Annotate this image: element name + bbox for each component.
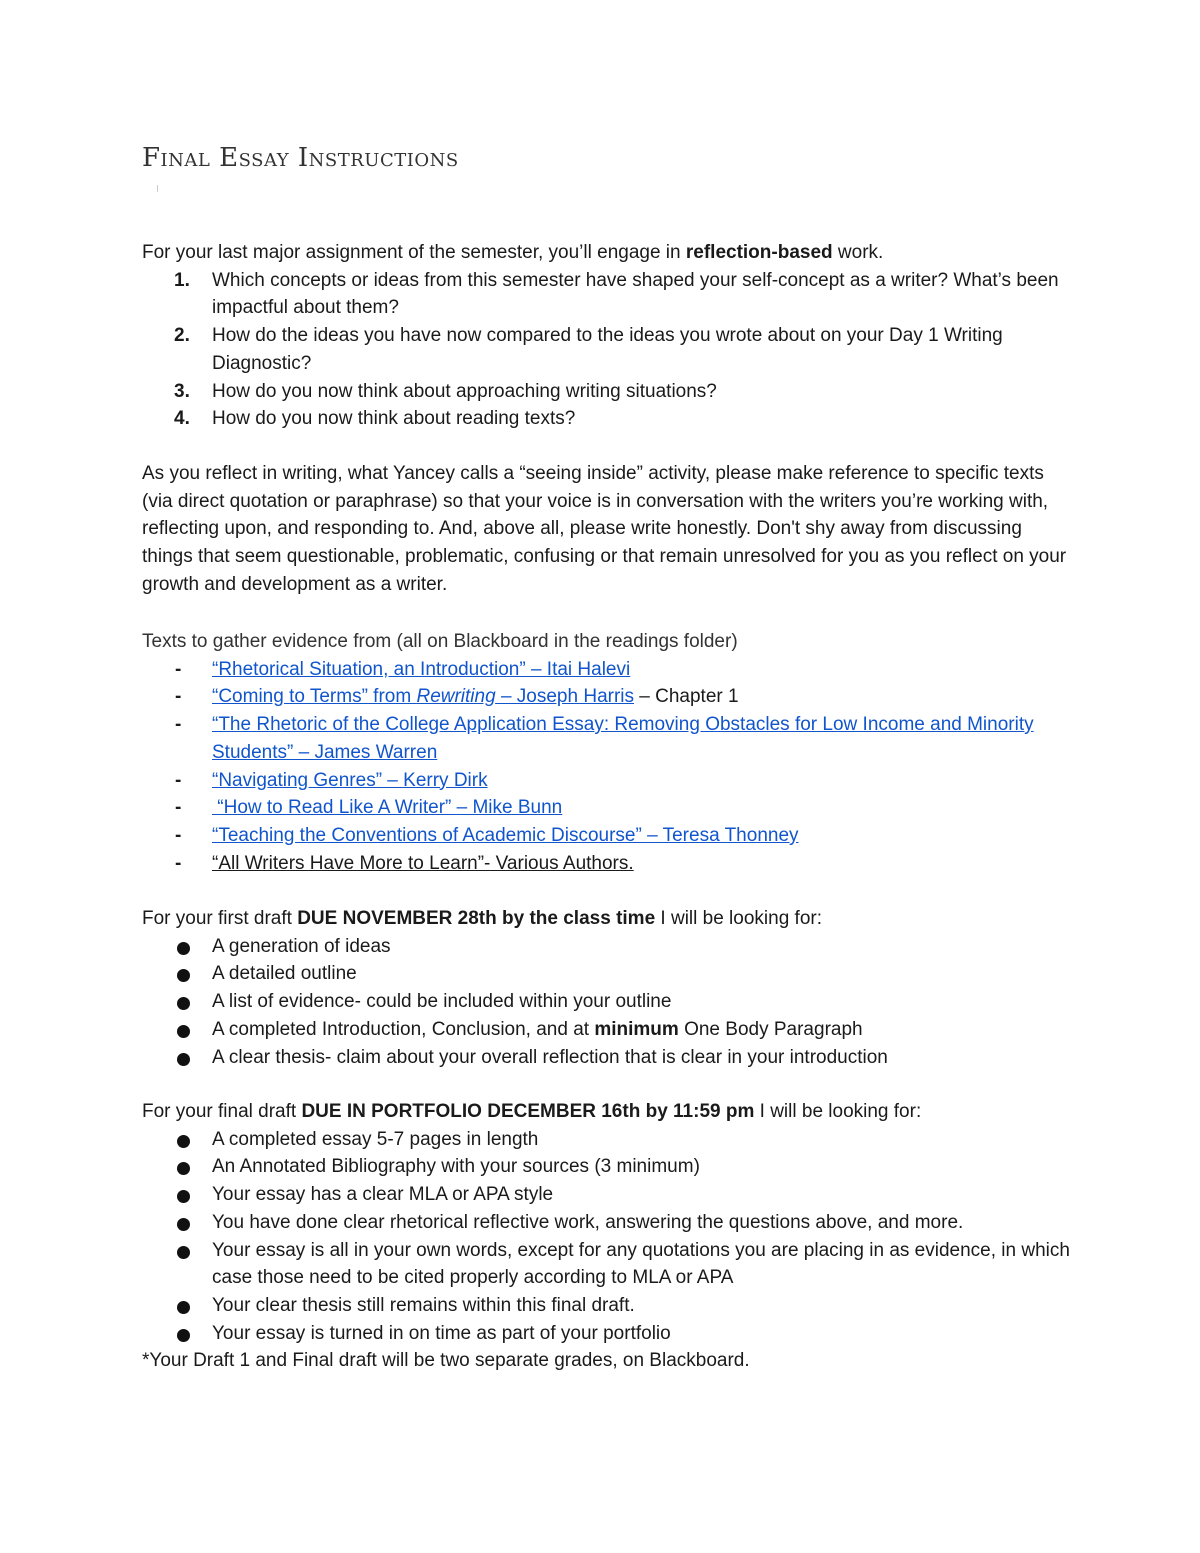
reading-link[interactable]: “Teaching the Conventions of Academic Discourse” – Teresa Thonney bbox=[212, 824, 799, 846]
dash-bullet: - bbox=[175, 824, 182, 846]
final-draft-item-text: Your clear thesis still remains within this final draft. bbox=[212, 1294, 635, 1316]
first-draft-item-text: A detailed outline bbox=[212, 963, 357, 985]
text-item bbox=[142, 794, 1072, 822]
final-draft-item-text: Your essay has a clear MLA or APA style bbox=[212, 1184, 554, 1206]
bullet-dot bbox=[177, 1246, 190, 1259]
first-draft-item bbox=[142, 933, 1072, 961]
intro-line bbox=[142, 239, 1072, 267]
final-draft-item bbox=[142, 1209, 1072, 1237]
final-draft-item bbox=[142, 1153, 1072, 1181]
text-item bbox=[142, 656, 1072, 684]
reflection-section bbox=[142, 460, 1072, 599]
bullet-dot bbox=[177, 1301, 190, 1314]
dash-bullet: - bbox=[175, 852, 182, 874]
final-draft-item bbox=[142, 1237, 1072, 1292]
reading-link[interactable]: “Rhetorical Situation, an Introduction” – Itai Halevi bbox=[212, 658, 631, 680]
page-title: Final Essay Instructions bbox=[142, 143, 459, 173]
dash-bullet: - bbox=[175, 686, 182, 708]
reading-link-italic: Rewriting bbox=[416, 686, 496, 708]
question-item bbox=[142, 322, 1072, 377]
final-draft-item-text: An Annotated Bibliography with your sources (3 minimum) bbox=[212, 1156, 700, 1178]
final-draft-item bbox=[142, 1126, 1072, 1154]
intro-text-bold: reflection-based bbox=[685, 242, 833, 263]
first-draft-section bbox=[142, 905, 1072, 1071]
first-draft-item-text: One Body Paragraph bbox=[678, 1018, 863, 1040]
bullet-dot bbox=[177, 1053, 190, 1066]
first-draft-item-text: A generation of ideas bbox=[212, 935, 391, 957]
text-item bbox=[142, 683, 1072, 711]
reading-link[interactable]: “How to Read Like A Writer” – Mike Bunn bbox=[212, 797, 563, 819]
first-draft-item bbox=[142, 1044, 1072, 1072]
final-draft-section bbox=[142, 1098, 1072, 1375]
first-draft-item bbox=[142, 1016, 1072, 1044]
reading-title-underlined: “All Writers Have More to Learn”- Various Authors. bbox=[212, 852, 634, 874]
bullet-dot bbox=[177, 942, 190, 955]
text-item bbox=[142, 711, 1072, 766]
question-number: 3. bbox=[174, 380, 190, 402]
first-draft-before: For your first draft bbox=[142, 908, 298, 929]
intro-section bbox=[142, 239, 1072, 433]
first-draft-item-text: A list of evidence- could be included within your outline bbox=[212, 991, 672, 1013]
text-item bbox=[142, 822, 1072, 850]
bullet-dot bbox=[177, 1135, 190, 1148]
dash-bullet: - bbox=[175, 797, 182, 819]
first-draft-item-bold: minimum bbox=[594, 1018, 679, 1040]
texts-intro: Texts to gather evidence from (all on Blackboard in the readings folder) bbox=[142, 631, 738, 652]
question-text: How do you now think about reading texts? bbox=[212, 408, 576, 430]
final-draft-item bbox=[142, 1320, 1072, 1348]
bullet-dot bbox=[177, 1190, 190, 1203]
first-draft-item bbox=[142, 988, 1072, 1016]
bullet-dot bbox=[177, 1218, 190, 1231]
bullet-dot bbox=[177, 1329, 190, 1342]
first-draft-deadline: DUE NOVEMBER 28th by the class time bbox=[297, 908, 656, 929]
final-draft-item-text: You have done clear rhetorical reflective work, answering the questions above, and more. bbox=[212, 1211, 964, 1233]
bullet-dot bbox=[177, 997, 190, 1010]
question-item bbox=[142, 378, 1072, 406]
footnote: *Your Draft 1 and Final draft will be two separate grades, on Blackboard. bbox=[142, 1350, 750, 1372]
text-item bbox=[142, 850, 1072, 878]
reading-suffix: – Chapter 1 bbox=[634, 686, 739, 708]
question-number: 1. bbox=[174, 269, 190, 291]
bullet-dot bbox=[177, 969, 190, 982]
final-draft-item bbox=[142, 1181, 1072, 1209]
question-number: 4. bbox=[174, 408, 190, 430]
dash-bullet: - bbox=[175, 714, 182, 736]
question-item bbox=[142, 267, 1072, 322]
final-draft-heading bbox=[142, 1098, 1072, 1126]
final-draft-list bbox=[142, 1126, 1072, 1348]
bullet-dot bbox=[177, 1162, 190, 1175]
final-draft-item bbox=[142, 1292, 1072, 1320]
reading-link-part: – Joseph Harris bbox=[495, 686, 635, 708]
intro-text-after: work. bbox=[832, 242, 884, 263]
first-draft-heading bbox=[142, 905, 1072, 933]
final-draft-before: For your final draft bbox=[142, 1101, 302, 1122]
reading-link[interactable] bbox=[212, 686, 634, 707]
first-draft-item-text: A clear thesis- claim about your overall reflection that is clear in your introduction bbox=[212, 1046, 888, 1068]
dash-bullet: - bbox=[175, 658, 182, 680]
first-draft-after: I will be looking for: bbox=[655, 908, 822, 929]
intro-text-before: For your last major assignment of the semester, you’ll engage in bbox=[142, 242, 686, 263]
text-item bbox=[142, 767, 1072, 795]
reflection-paragraph: As you reflect in writing, what Yancey calls a “seeing inside” activity, please make reference to specific texts (via direct quotation or paraphrase) so that your voice is in conversation with the writers you’re working with, reflecting upon, and responding to. And, above all, please write honestly. Don't shy away from discussing things that seem questionable, problematic, confusing or that remain unresolved for you as you reflect on your growth and development as a writer. bbox=[142, 463, 1067, 595]
question-number: 2. bbox=[174, 325, 190, 347]
dash-bullet: - bbox=[175, 769, 182, 791]
cursor-mark bbox=[157, 185, 158, 192]
texts-list bbox=[142, 656, 1072, 878]
bullet-dot bbox=[177, 1025, 190, 1038]
final-draft-item-text: Your essay is turned in on time as part of your portfolio bbox=[212, 1322, 671, 1344]
first-draft-item-text: A completed Introduction, Conclusion, and at bbox=[212, 1018, 595, 1040]
texts-section bbox=[142, 628, 1072, 877]
question-item bbox=[142, 405, 1072, 433]
reading-link-part: “Coming to Terms” from bbox=[212, 686, 417, 708]
first-draft-item bbox=[142, 960, 1072, 988]
question-text: Which concepts or ideas from this semester have shaped your self-concept as a writer? What’s been impactful about them? bbox=[212, 269, 1059, 319]
question-text: How do you now think about approaching writing situations? bbox=[212, 380, 717, 402]
first-draft-list bbox=[142, 933, 1072, 1072]
final-draft-deadline: DUE IN PORTFOLIO DECEMBER 16th by 11:59 pm bbox=[301, 1101, 755, 1122]
final-draft-after: I will be looking for: bbox=[754, 1101, 922, 1122]
reading-link[interactable]: “The Rhetoric of the College Application Essay: Removing Obstacles for Low Income and Minority Students” – James Warren bbox=[212, 714, 1034, 763]
questions-list bbox=[142, 267, 1072, 433]
reading-link[interactable]: “Navigating Genres” – Kerry Dirk bbox=[212, 769, 488, 791]
question-text: How do the ideas you have now compared to the ideas you wrote about on your Day 1 Writing Diagnostic? bbox=[212, 325, 1003, 374]
final-draft-item-text: A completed essay 5-7 pages in length bbox=[212, 1128, 539, 1150]
final-draft-item-text: Your essay is all in your own words, except for any quotations you are placing in as evidence, in which case those need to be cited properly according to MLA or APA bbox=[212, 1239, 1070, 1289]
